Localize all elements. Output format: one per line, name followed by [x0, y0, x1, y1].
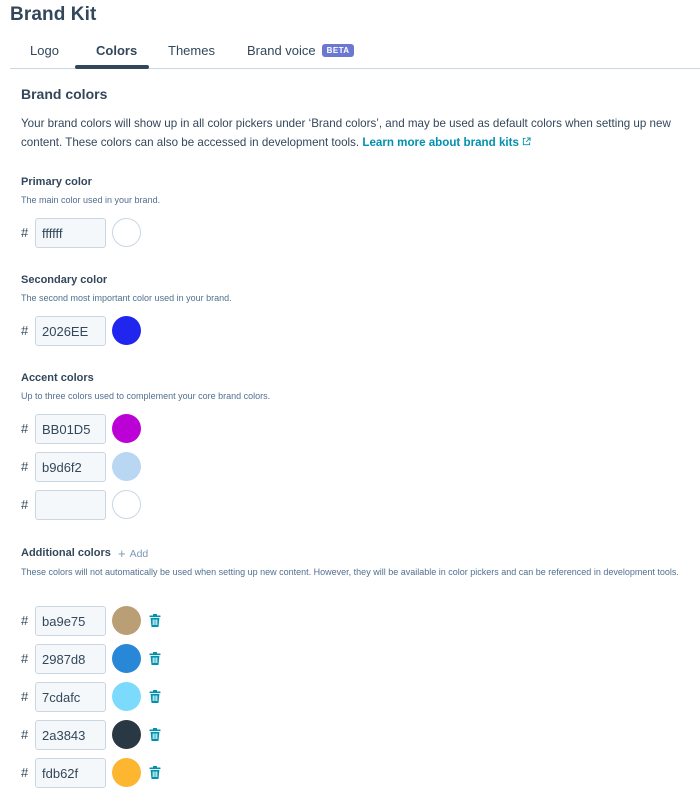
tab-logo[interactable]: [30, 34, 59, 69]
secondary-color-swatch[interactable]: [112, 316, 141, 345]
additional-color-hex-input[interactable]: [35, 644, 106, 674]
primary-color-swatch[interactable]: [112, 218, 141, 247]
additional-color-hex-input[interactable]: [35, 682, 106, 712]
accent-color-swatch[interactable]: [112, 414, 141, 443]
additional-color-row: [21, 720, 201, 750]
tab-brand-voice[interactable]: [247, 34, 354, 69]
hash-symbol: #: [21, 651, 29, 666]
additional-color-row: [21, 606, 201, 636]
accent-color-row: [21, 452, 201, 482]
learn-more-link[interactable]: [362, 136, 531, 149]
additional-colors-help: These colors will not automatically be used when setting up new content. However, they will be available in color pickers and can be referenced in development tools.: [21, 567, 679, 577]
additional-color-hex-input[interactable]: [35, 720, 106, 750]
external-link-icon: [522, 137, 531, 146]
add-color-label: Add: [129, 548, 149, 560]
additional-colors-label: Additional colors: [21, 547, 111, 559]
accent-color-hex-input[interactable]: [35, 414, 106, 444]
secondary-color-hex-input[interactable]: [35, 316, 106, 346]
additional-color-row: [21, 758, 201, 788]
additional-color-hex-input[interactable]: [35, 758, 106, 788]
accent-color-swatch[interactable]: [112, 452, 141, 481]
additional-color-swatch[interactable]: [112, 606, 141, 635]
tab-colors-label: Colors: [96, 43, 138, 58]
trash-icon[interactable]: [149, 766, 161, 779]
secondary-color-row: [21, 316, 201, 346]
hash-symbol: #: [21, 459, 29, 474]
description-text: Your brand colors will show up in all color pickers under ‘Brand colors’, and may be used as default colors when setting up new content. These colors can also be accessed in development tools.: [21, 117, 671, 149]
hash-symbol: #: [21, 765, 29, 780]
additional-color-swatch[interactable]: [112, 758, 141, 787]
additional-color-swatch[interactable]: [112, 682, 141, 711]
accent-colors-help: Up to three colors used to complement your core brand colors.: [21, 391, 271, 401]
additional-color-hex-input[interactable]: [35, 606, 106, 636]
hash-symbol: #: [21, 497, 29, 512]
tab-themes-label: Themes: [168, 43, 215, 58]
accent-colors-label: Accent colors: [21, 372, 94, 384]
hash-symbol: #: [21, 727, 29, 742]
section-description: [21, 114, 691, 152]
hash-symbol: #: [21, 225, 29, 240]
accent-color-swatch[interactable]: [112, 490, 141, 519]
secondary-color-label: Secondary color: [21, 274, 108, 286]
add-color-button[interactable]: [118, 546, 148, 561]
active-tab-indicator: [75, 65, 149, 69]
additional-color-swatch[interactable]: [112, 644, 141, 673]
accent-color-hex-input[interactable]: [35, 490, 106, 520]
primary-color-row: [21, 218, 201, 248]
beta-badge: BETA: [322, 44, 355, 57]
hash-symbol: #: [21, 689, 29, 704]
primary-color-help: The main color used in your brand.: [21, 195, 161, 205]
tab-themes[interactable]: [168, 34, 215, 69]
tab-colors[interactable]: [96, 34, 137, 69]
section-title: Brand colors: [21, 86, 108, 102]
hash-symbol: #: [21, 421, 29, 436]
tab-logo-label: Logo: [30, 43, 59, 58]
primary-color-hex-input[interactable]: [35, 218, 106, 248]
plus-icon: +: [118, 546, 126, 561]
learn-more-label: Learn more about brand kits: [362, 136, 519, 149]
additional-color-row: [21, 682, 201, 712]
accent-color-hex-input[interactable]: [35, 452, 106, 482]
page-title: Brand Kit: [10, 4, 97, 25]
hash-symbol: #: [21, 613, 29, 628]
accent-color-row: [21, 414, 201, 444]
accent-color-row: [21, 490, 201, 520]
tab-brand-voice-label: Brand voice: [247, 43, 316, 58]
trash-icon[interactable]: [149, 728, 161, 741]
additional-color-swatch[interactable]: [112, 720, 141, 749]
secondary-color-help: The second most important color used in your brand.: [21, 293, 232, 303]
tab-bar: [10, 34, 700, 69]
primary-color-label: Primary color: [21, 176, 92, 188]
hash-symbol: #: [21, 323, 29, 338]
trash-icon[interactable]: [149, 652, 161, 665]
trash-icon[interactable]: [149, 690, 161, 703]
trash-icon[interactable]: [149, 614, 161, 627]
additional-color-row: [21, 644, 201, 674]
